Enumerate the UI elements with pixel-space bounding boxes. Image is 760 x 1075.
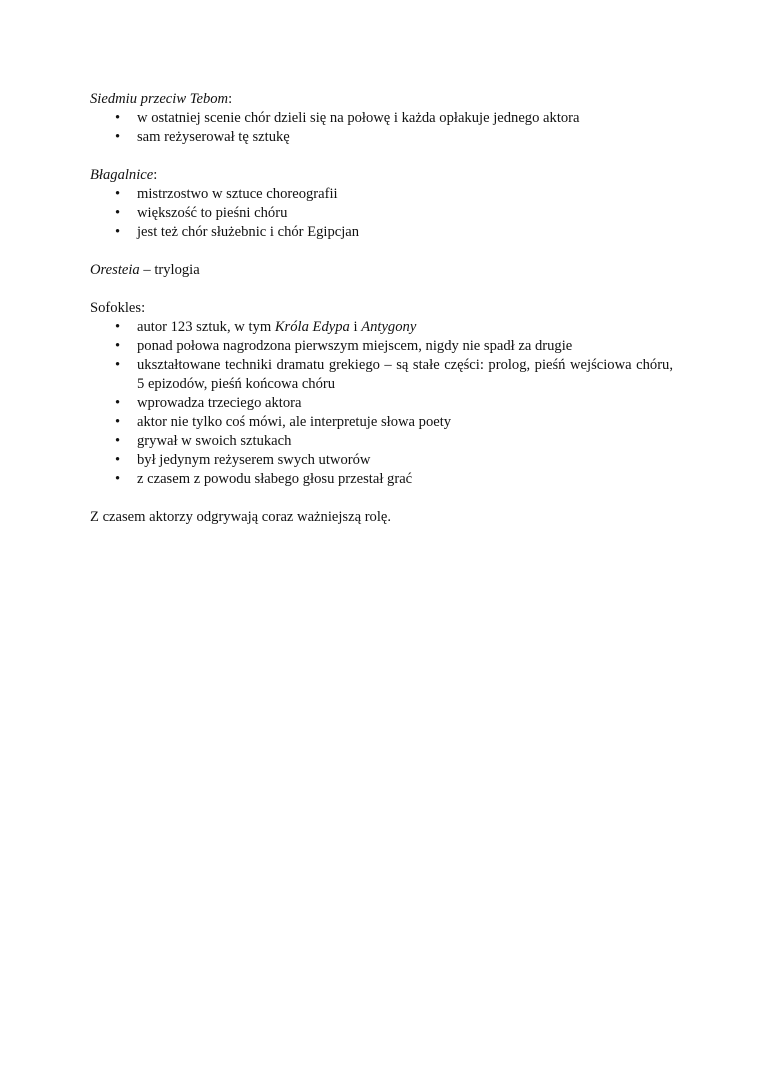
bullet-icon: • <box>115 471 121 487</box>
list-item <box>90 470 673 489</box>
bullet-list-siedmiu <box>90 109 673 147</box>
bullet-icon: • <box>115 186 121 202</box>
list-item <box>90 223 673 242</box>
list-item-text: ukształtowane techniki dramatu grekiego – są stałe części: prolog, pieśń wejściowa chóru, 5 epizodów, pieśń końcowa chóru <box>137 357 673 392</box>
list-item-text: ponad połowa nagrodzona pierwszym miejscem, nigdy nie spadł za drugie <box>137 338 573 354</box>
list-item <box>90 128 673 147</box>
list-item-text: grywał w swoich sztukach <box>137 433 292 449</box>
bullet-icon: • <box>115 452 121 468</box>
list-item <box>90 432 673 451</box>
section-title-italic: Siedmiu przeciw Tebom <box>90 91 229 107</box>
list-item-text: jest też chór służebnic i chór Egipcjan <box>137 224 360 240</box>
section-title-italic: Błagalnice <box>90 167 154 183</box>
section-heading-siedmiu <box>90 90 673 109</box>
list-item <box>90 356 673 394</box>
list-item-text: w ostatniej scenie chór dzieli się na połowę i każda opłakuje jednego aktora <box>137 110 580 126</box>
list-item <box>90 394 673 413</box>
bullet-list-blagalnice <box>90 185 673 242</box>
list-item <box>90 204 673 223</box>
play-title-antygony: Antygony <box>361 319 417 335</box>
bullet-icon: • <box>115 205 121 221</box>
list-item <box>90 413 673 432</box>
section-heading-blagalnice <box>90 166 673 185</box>
bullet-icon: • <box>115 338 121 354</box>
list-item-text: mistrzostwo w sztuce choreografii <box>137 186 338 202</box>
bullet-icon: • <box>115 129 121 145</box>
bullet-icon: • <box>115 414 121 430</box>
play-title-krola-edypa: Króla Edypa <box>274 319 350 335</box>
document-page <box>90 90 673 527</box>
list-item-text: z czasem z powodu słabego głosu przestał grać <box>137 471 413 487</box>
bullet-icon: • <box>115 395 121 411</box>
bullet-icon: • <box>115 357 121 373</box>
list-item <box>90 185 673 204</box>
section-title-suffix: : <box>153 167 158 183</box>
list-item-text: był jedynym reżyserem swych utworów <box>137 452 371 468</box>
closing-paragraph: Z czasem aktorzy odgrywają coraz ważniejszą rolę. <box>90 509 392 525</box>
list-item-text: wprowadza trzeciego aktora <box>137 395 302 411</box>
list-item <box>90 337 673 356</box>
oresteia-line <box>90 261 673 280</box>
list-item <box>90 109 673 128</box>
oresteia-suffix: – trylogia <box>139 262 200 278</box>
bullet-list-sofokles <box>90 318 673 489</box>
list-item-text: aktor nie tylko coś mówi, ale interpretuje słowa poety <box>137 414 452 430</box>
oresteia-title: Oresteia <box>90 262 140 278</box>
section-heading-sofokles: Sofokles: <box>90 300 146 316</box>
list-item <box>90 318 673 337</box>
list-item <box>90 451 673 470</box>
bullet-icon: • <box>115 319 121 335</box>
bullet-icon: • <box>115 224 121 240</box>
list-item-text: większość to pieśni chóru <box>137 205 288 221</box>
list-item-text-part: autor 123 sztuk, w tym <box>137 319 275 335</box>
list-item-text: sam reżyserował tę sztukę <box>137 129 290 145</box>
bullet-icon: • <box>115 433 121 449</box>
section-title-suffix: : <box>228 91 233 107</box>
list-item-text-part: i <box>349 319 362 335</box>
bullet-icon: • <box>115 110 121 126</box>
